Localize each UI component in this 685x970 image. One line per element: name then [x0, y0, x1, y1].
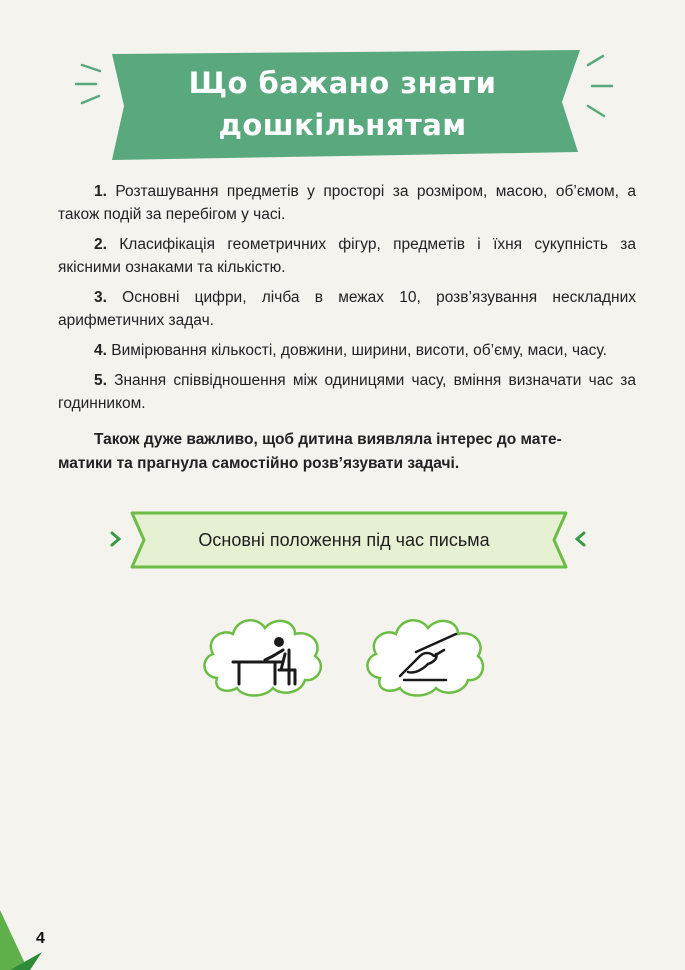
list-item: 4. Вимірювання кількості, довжини, ширини, висоти, об’єму, маси, часу.	[94, 342, 607, 359]
child-at-desk-icon	[195, 610, 330, 700]
sparkle-right-icon	[588, 56, 612, 116]
important-note	[58, 428, 636, 476]
title-line-1: Що бажано знати	[188, 66, 497, 100]
section-title: Основні положення під час письма	[198, 530, 490, 550]
page-number: 4	[36, 930, 45, 947]
corner-leaf-decoration	[0, 900, 60, 970]
list-item: 3. Основні цифри, лічба в межах 10, розв’язування нескладних арифметичних задач.	[58, 289, 636, 329]
title-line-2: дошкільнятам	[218, 108, 467, 142]
page-title	[110, 62, 575, 146]
note-line-2: матики та прагнула самостійно розв’язувати задачі.	[58, 455, 460, 472]
list-item: 1. Розташування предметів у просторі за розміром, масою, об’ємом, а також подій за перебігом у часі.	[58, 183, 636, 223]
note-line-1: Також дуже важливо, щоб дитина виявляла інтерес до мате-	[94, 431, 562, 448]
sparkle-left-icon	[76, 65, 100, 103]
hand-writing-icon	[360, 610, 490, 700]
chevron-right-icon	[112, 533, 119, 545]
list-item: 2. Класифікація геометричних фігур, предметів і їхня сукупність за якісними ознаками та кількістю.	[58, 236, 636, 276]
list-item: 5. Знання співвідношення між одиницями часу, вміння визначати час за годинником.	[58, 372, 636, 412]
skills-list	[58, 180, 636, 422]
chevron-left-icon	[577, 533, 584, 545]
